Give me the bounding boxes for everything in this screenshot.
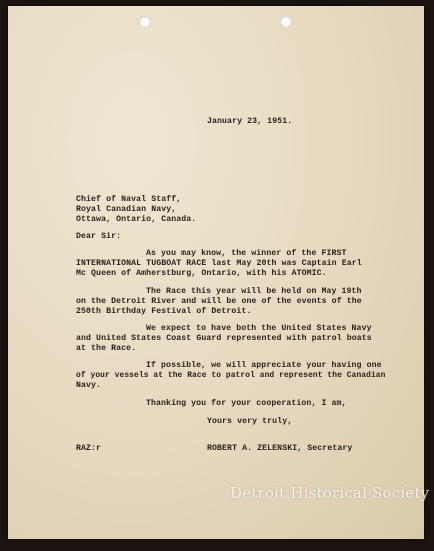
closing: Yours very truly, (207, 417, 293, 426)
paragraph-line: and United States Coast Guard represented with patrol boats (76, 334, 372, 343)
watermark: Detroit Historical Society (230, 484, 430, 502)
paragraph-line: The Race this year will be held on May 19th (146, 287, 362, 296)
punch-hole-left (139, 16, 151, 28)
signature-line: ROBERT A. ZELENSKI, Secretary (207, 444, 353, 453)
paragraph-line: 250th Birthday Festival of Detroit. (76, 307, 252, 316)
paragraph-line: Mc Queen of Amherstburg, Ontario, with his ATOMIC. (76, 269, 327, 278)
paragraph-line: INTERNATIONAL TUGBOAT RACE last May 20th was Captain Earl (76, 259, 362, 268)
paragraph-line: at the Race. (76, 344, 137, 353)
paragraph-line: of your vessels at the Race to patrol and represent the Canadian (76, 371, 386, 380)
paragraph-line: If possible, we will appreciate your having one (146, 361, 382, 370)
paragraph-line: on the Detroit River and will be one of the events of the (76, 297, 362, 306)
paragraph-line: We expect to have both the United States Navy (146, 324, 372, 333)
punch-hole-right (280, 16, 292, 28)
paragraph-line: Navy. (76, 381, 102, 390)
paragraph-line: As you may know, the winner of the FIRST (146, 249, 347, 258)
recipient-line: Royal Canadian Navy, (76, 205, 177, 214)
recipient-line: Chief of Naval Staff, (76, 195, 182, 204)
recipient-line: Ottawa, Ontario, Canada. (76, 215, 197, 224)
paragraph-line: Thanking you for your cooperation, I am, (146, 399, 347, 408)
letter-date: January 23, 1951. (207, 117, 293, 126)
letter-page (8, 6, 424, 539)
salutation: Dear Sir: (76, 232, 122, 241)
typist-initials: RAZ:r (76, 444, 102, 453)
